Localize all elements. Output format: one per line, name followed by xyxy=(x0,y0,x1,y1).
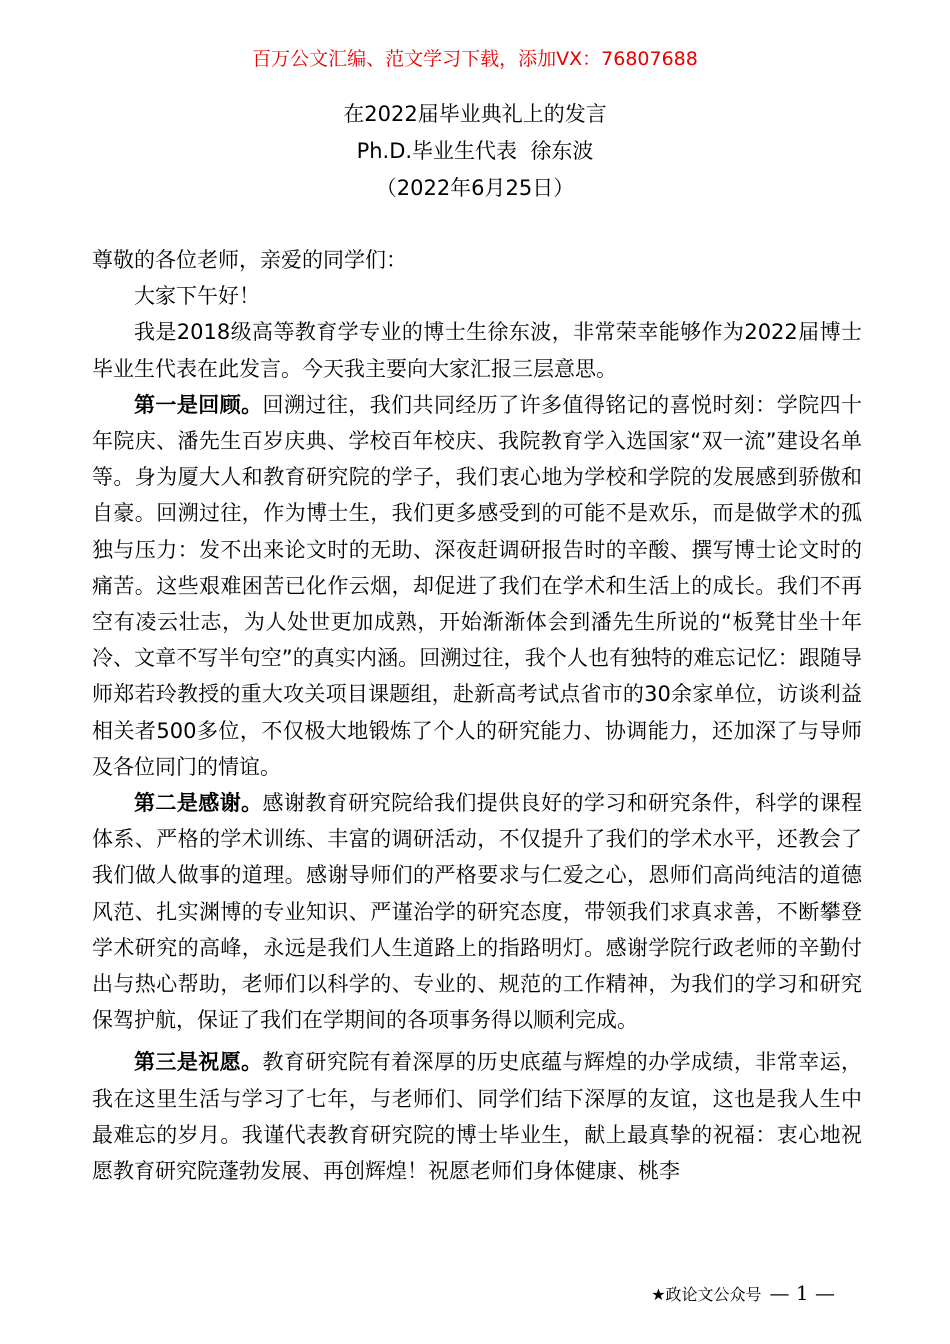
paragraph-review-text: 回溯过往，我们共同经历了许多值得铭记的喜悦时刻：学院四十年院庆、潘先生百岁庆典、学校百年校庆、我院教育学入选国家“双一流”建设名单等。身为厦大人和教育研究院的学子，我们衷心地为学校和学院的发展感到骄傲和自豪。回溯过往，作为博士生，我们更多感受到的可能不是欢乐，而是做学术的孤独与压力：发不出来论文时的无助、深夜赶调研报告时的辛酸、撰写博士论文时的痛苦。这些艰难困苦已化作云烟，却促进了我们在学术和生活上的成长。我们不再空有凌云壮志，为人处世更加成熟，开始渐渐体会到潘先生所说的“板凳甘坐十年冷、文章不写半句空”的真实内涵。回溯过往，我个人也有独特的难忘记忆：跟随导师郑若玲教授的重大攻关项目课题组，赴新高考试点省市的30余家单位，访谈利益相关者500多位，不仅极大地锻炼了个人的研究能力、协调能力，还加深了与导师及各位同门的情谊。 xyxy=(92,392,862,779)
speech-date: （2022年6月25日） xyxy=(375,176,575,200)
paragraph-thanks-lead: 第二是感谢。 xyxy=(134,791,263,816)
paragraph-wishes-text: 教育研究院有着深厚的历史底蕴与辉煌的办学成绩，非常幸运，我在这里生活与学习了七年，与老师们、同学们结下深厚的友谊，这也是我人生中最难忘的岁月。我谨代表教育研究院的博士毕业生，献上最真挚的祝福：衷心地祝愿教育研究院蓬勃发展、再创辉煌！祝愿老师们身体健康、桃李 xyxy=(92,1050,862,1184)
paragraph-wishes-lead: 第三是祝愿。 xyxy=(134,1050,263,1075)
footer-source: ★政论文公众号 xyxy=(651,1285,762,1304)
paragraph-wishes xyxy=(92,1044,862,1189)
salutation: 尊敬的各位老师，亲爱的同学们： xyxy=(92,248,407,272)
promo-banner: 百万公文汇编、范文学习下载，添加VX：76807688 xyxy=(252,48,698,70)
page-number: — 1 — xyxy=(769,1281,835,1305)
speech-body xyxy=(92,242,862,1189)
paragraph-review xyxy=(92,387,862,785)
speaker-line: Ph.D.毕业生代表 徐东波 xyxy=(356,139,594,163)
paragraph-thanks-text: 感谢教育研究院给我们提供良好的学习和研究条件，科学的课程体系、严格的学术训练、丰富的调研活动，不仅提升了我们的学术水平，还教会了我们做人做事的道理。感谢导师们的严格要求与仁爱之心，恩师们高尚纯洁的道德风范、扎实渊博的专业知识、严谨治学的研究态度，带领我们求真求善，不断攀登学术研究的高峰，永远是我们人生道路上的指路明灯。感谢学院行政老师的辛勤付出与热心帮助，老师们以科学的、专业的、规范的工作精神，为我们的学习和研究保驾护航，保证了我们在学期间的各项事务得以顺利完成。 xyxy=(92,791,862,1033)
page-footer xyxy=(651,1280,835,1308)
paragraph-review-lead: 第一是回顾。 xyxy=(134,392,263,417)
greeting: 大家下午好！ xyxy=(134,284,260,309)
paragraph-thanks xyxy=(92,785,862,1038)
title-block xyxy=(0,96,950,207)
intro-paragraph: 我是2018级高等教育学专业的博士生徐东波，非常荣幸能够作为2022届博士毕业生代表在此发言。今天我主要向大家汇报三层意思。 xyxy=(92,320,862,381)
speech-title: 在2022届毕业典礼上的发言 xyxy=(343,102,607,126)
